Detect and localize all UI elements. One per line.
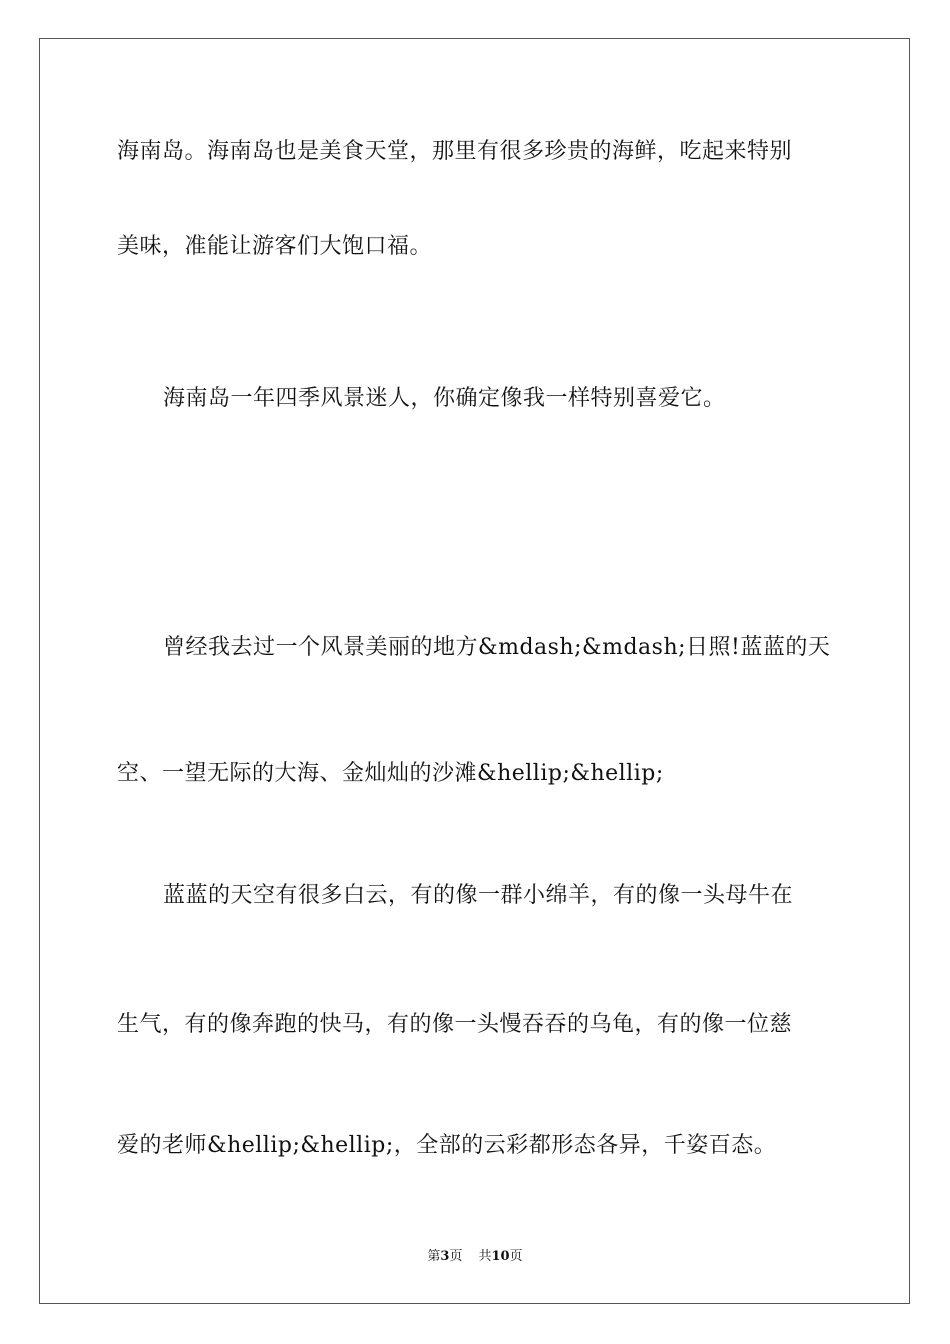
total-pages: 10 [491,1249,510,1264]
paragraph-1-line-2: 美味，准能让游客们大饱口福。 [117,234,433,259]
paragraph-2-line-1: 海南岛一年四季风景迷人，你确定像我一样特别喜爱它。 [163,386,726,411]
page-prefix: 第 [427,1249,441,1264]
paragraph-4-line-3: 爱的老师&hellip;&hellip;，全部的云彩都形态各异，千姿百态。 [117,1133,777,1158]
total-suffix: 页 [509,1249,523,1264]
paragraph-4-line-2: 生气，有的像奔跑的快马，有的像一头慢吞吞的乌龟，有的像一位慈 [117,1012,793,1037]
paragraph-4-line-1: 蓝蓝的天空有很多白云，有的像一群小绵羊，有的像一头母牛在 [163,883,794,908]
paragraph-3-line-2: 空、一望无际的大海、金灿灿的沙滩&hellip;&hellip; [117,761,664,786]
page-suffix: 页 [449,1249,463,1264]
paragraph-3-line-1: 曾经我去过一个风景美丽的地方&mdash;&mdash;日照!蓝蓝的天 [163,635,831,660]
page-number: 3 [440,1249,450,1264]
page-border [39,38,910,1304]
total-prefix: 共 [478,1249,492,1264]
page-footer [0,1245,950,1264]
paragraph-1-line-1: 海南岛。海南岛也是美食天堂，那里有很多珍贵的海鲜，吃起来特别 [117,139,793,164]
